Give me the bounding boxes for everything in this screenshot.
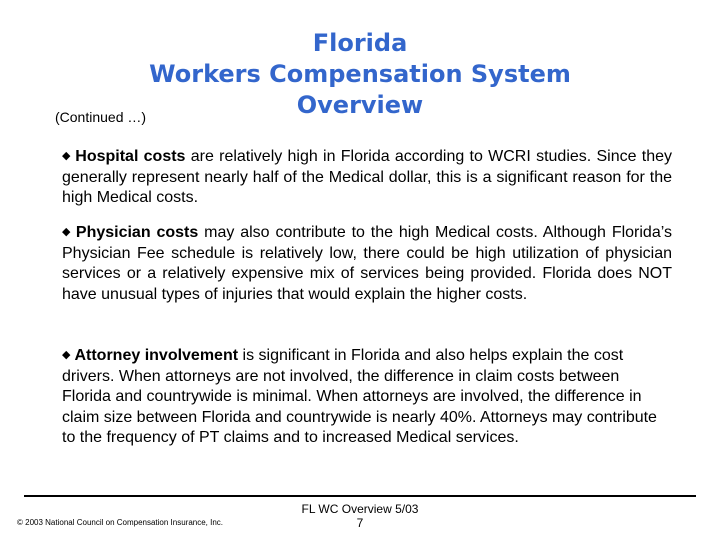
title-line-1: Florida: [312, 29, 408, 57]
bullet-heading: Attorney involvement: [74, 347, 239, 364]
bullet-heading: Hospital costs: [75, 148, 186, 165]
bullet-text: may also contribute to the high Medical costs. Although Florida’s Physician Fee schedule is relatively low, there could be high utilization of physician services or a relatively expensive mix of services being provided. Florida does NOT have unusual types of injuries that would explain the higher costs.: [62, 224, 672, 303]
bullet-text: are relatively high in Florida according to WCRI studies. Since they generally represent nearly half of the Medical dollar, this is a significant reason for the high Medical costs.: [62, 148, 673, 206]
page-number: 7: [356, 516, 364, 530]
title-line-3: Overview: [296, 91, 424, 119]
diamond-bullet-icon: ◆: [62, 349, 71, 361]
diamond-bullet-icon: ◆: [62, 150, 72, 162]
copyright-notice: © 2003 National Council on Compensation Insurance, Inc.: [17, 518, 224, 527]
bullet-physician-costs: [62, 222, 672, 305]
title-line-2: Workers Compensation System: [149, 60, 571, 88]
bullet-attorney-involvement: [62, 345, 667, 449]
bullet-hospital-costs: [62, 146, 672, 209]
bullet-heading: Physician costs: [75, 224, 199, 241]
slide-title: [110, 28, 610, 121]
continued-label: (Continued …): [55, 109, 147, 125]
diamond-bullet-icon: ◆: [62, 226, 72, 238]
footer-divider: [24, 495, 696, 497]
bullet-text: is significant in Florida and also helps explain the cost drivers. When attorneys are not involved, the difference in claim costs between Florida and countrywide is minimal. When attorneys are involved, the difference in claim size between Florida and countrywide is nearly 40%. Attorneys may contribute to the frequency of PT claims and to increased Medical services.: [62, 347, 657, 446]
footer-reference: FL WC Overview 5/03: [301, 502, 419, 516]
